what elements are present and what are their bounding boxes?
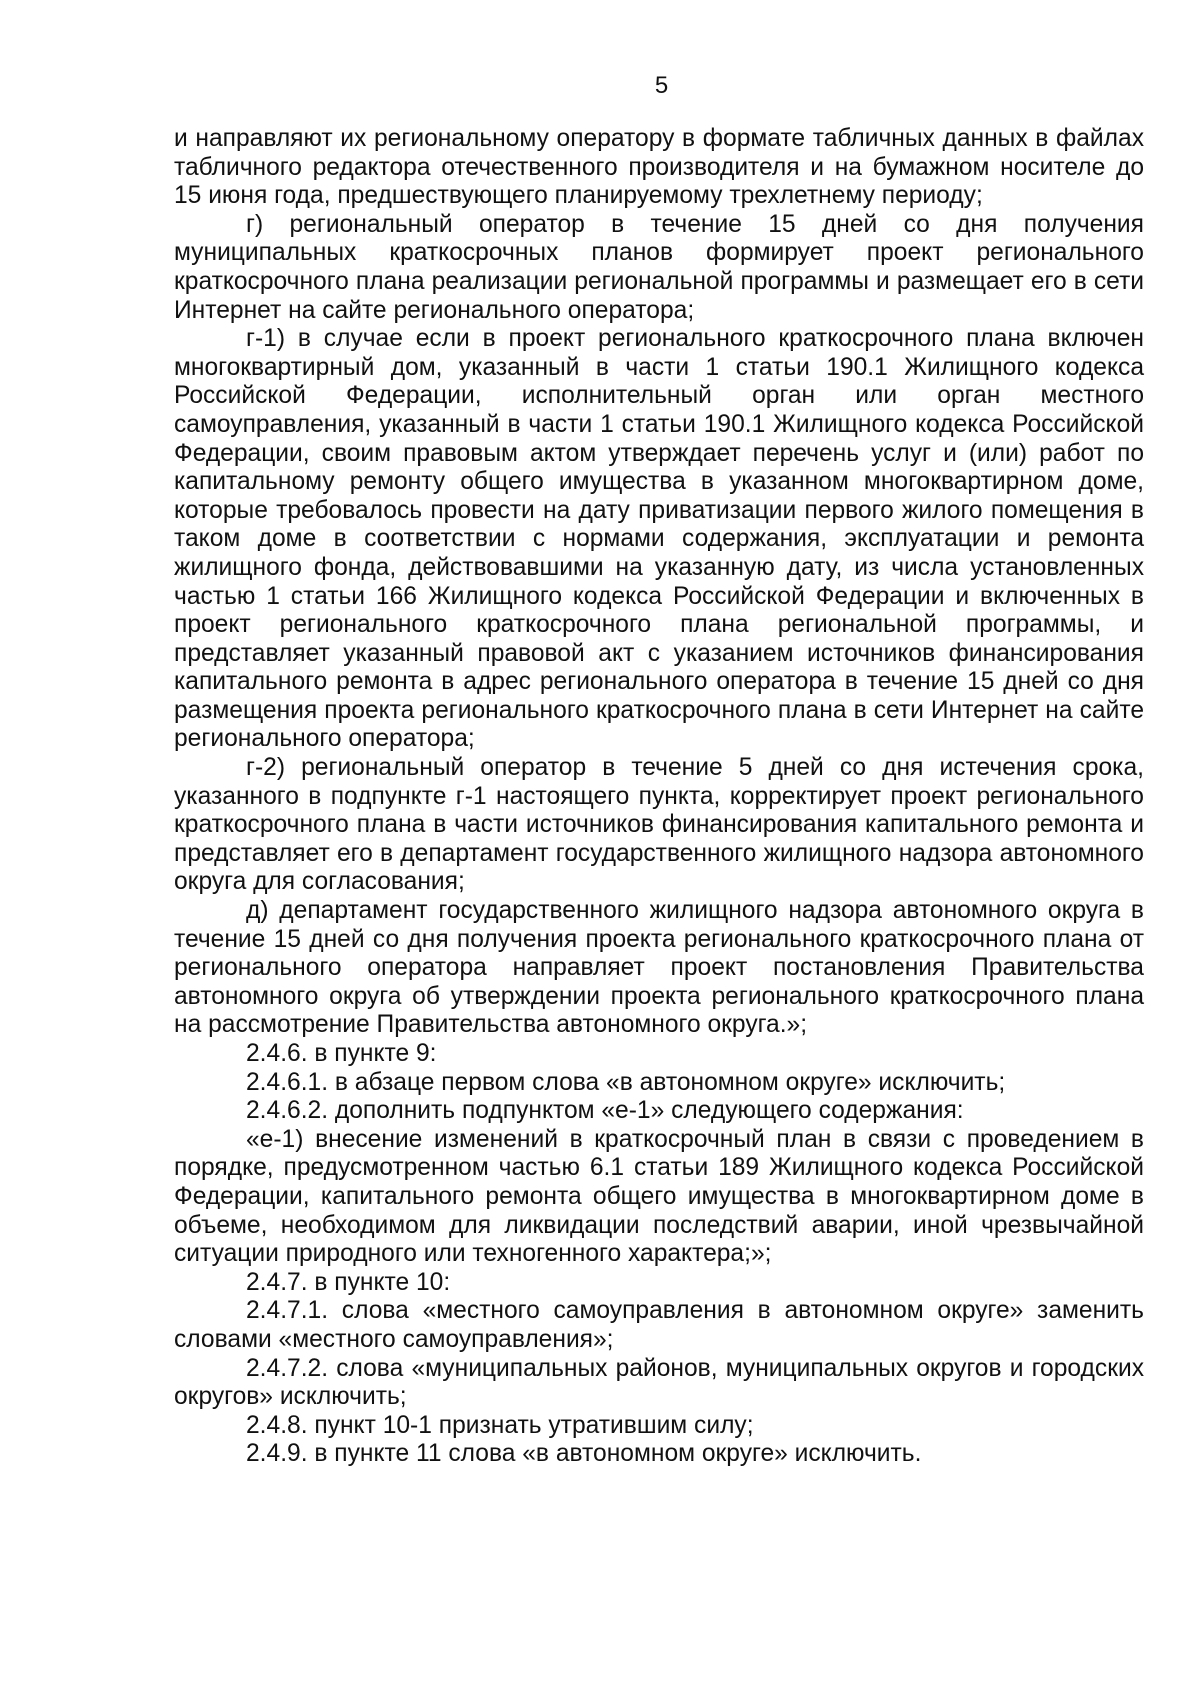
paragraph-subitem-e1: «е-1) внесение изменений в краткосрочный план в связи с проведением в порядке, предусмотренном частью 6.1 статьи 189 Жилищного кодекса Российской Федерации, капитального ремонта общего имущества в многоквартирном доме в объеме, необходимом для ликвидации последствий аварии, иной чрезвычайной ситуации природного или техногенного характера;»;: [174, 1125, 1144, 1268]
paragraph-item-2-4-7-2: 2.4.7.2. слова «муниципальных районов, муниципальных округов и городских округов» исключить;: [174, 1354, 1144, 1411]
paragraph-subitem-g1: г-1) в случае если в проект регионального краткосрочного плана включен многоквартирный дом, указанный в части 1 статьи 190.1 Жилищного кодекса Российской Федерации, исполнительный орган или орган местного самоуправления, указанный в части 1 статьи 190.1 Жилищного кодекса Российской Федерации, своим правовым актом утверждает перечень услуг и (или) работ по капитальному ремонту общего имущества в указанном многоквартирном доме, которые требовалось провести на дату приватизации первого жилого помещения в таком доме в соответствии с нормами содержания, эксплуатации и ремонта жилищного фонда, действовавшими на указанную дату, из числа установленных частью 1 статьи 166 Жилищного кодекса Российской Федерации и включенных в проект регионального краткосрочного плана региональной программы, и представляет указанный правовой акт с указанием источников финансирования капитального ремонта в адрес регионального оператора в течение 15 дней со дня размещения проекта регионального краткосрочного плана в сети Интернет на сайте регионального оператора;: [174, 325, 1144, 753]
paragraph-subitem-d: д) департамент государственного жилищного надзора автономного округа в течение 15 дней со дня получения проекта регионального краткосрочного плана от регионального оператора направляет проект постановления Правительства автономного округа об утверждении проекта регионального краткосрочного плана на рассмотрение Правительства автономного округа.»;: [174, 897, 1144, 1039]
paragraph-item-2-4-8: 2.4.8. пункт 10-1 признать утратившим силу;: [246, 1411, 754, 1439]
document-body: [174, 125, 1144, 1469]
paragraph-item-2-4-6: 2.4.6. в пункте 9:: [246, 1040, 437, 1067]
page-number: 5: [654, 72, 669, 99]
paragraph-item-2-4-6-1: 2.4.6.1. в абзаце первом слова «в автономном округе» исключить;: [246, 1068, 1006, 1096]
paragraph-item-2-4-7-1: 2.4.7.1. слова «местного самоуправления в автономном округе» заменить словами «местного самоуправления»;: [174, 1297, 1144, 1353]
paragraph-subitem-g: г) региональный оператор в течение 15 дней со дня получения муниципальных краткосрочных планов формирует проект регионального краткосрочного плана реализации региональной программы и размещает его в сети Интернет на сайте регионального оператора;: [174, 210, 1144, 324]
paragraph-continuation: и направляют их региональному оператору в формате табличных данных в файлах табличного редактора отечественного производителя и на бумажном носителе до 15 июня года, предшествующего планируемому трехлетнему периоду;: [174, 125, 1144, 210]
paragraph-item-2-4-7: 2.4.7. в пункте 10:: [246, 1268, 451, 1296]
paragraph-item-2-4-6-2: 2.4.6.2. дополнить подпунктом «е-1» следующего содержания:: [246, 1097, 964, 1125]
paragraph-item-2-4-9: 2.4.9. в пункте 11 слова «в автономном округе» исключить.: [246, 1440, 922, 1468]
paragraph-subitem-g2: г-2) региональный оператор в течение 5 дней со дня истечения срока, указанного в подпункте г-1 настоящего пункта, корректирует проект регионального краткосрочного плана в части источников финансирования капитального ремонта и представляет его в департамент государственного жилищного надзора автономного округа для согласования;: [174, 754, 1144, 896]
